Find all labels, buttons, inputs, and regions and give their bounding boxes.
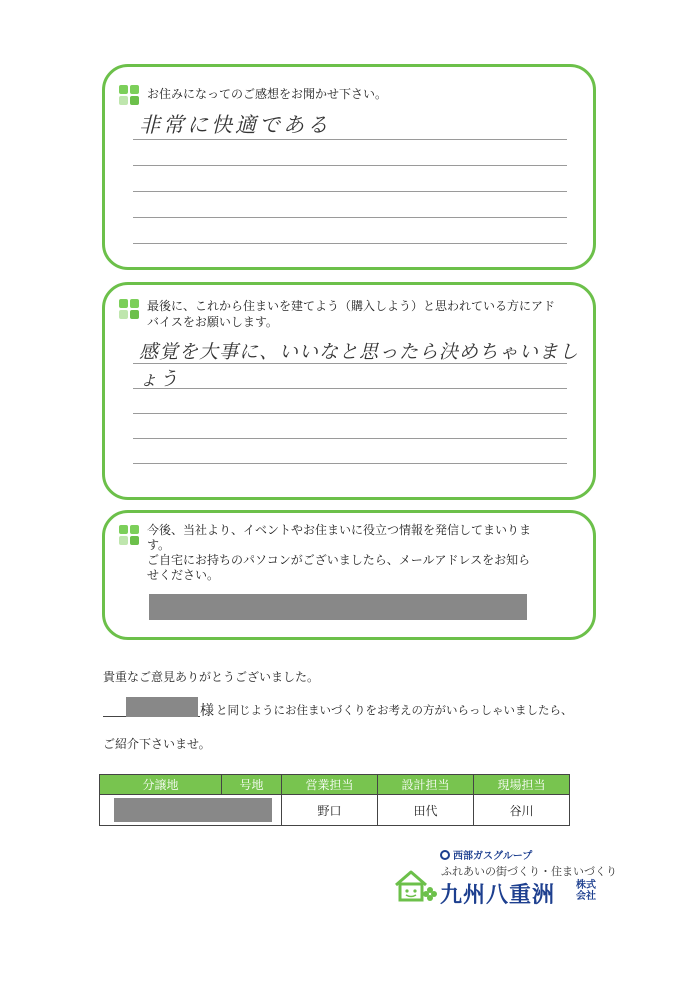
honorific: 様 xyxy=(200,703,214,719)
header-subdivision: 分譲地 xyxy=(100,775,222,795)
impression-section xyxy=(102,64,596,270)
group-logo-icon xyxy=(440,850,450,860)
advice-question-line2: バイスをお願いします。 xyxy=(147,315,278,329)
email-info-line4: せください。 xyxy=(147,568,220,582)
advice-answer: 感覚を大事に、いいなと思ったら決めちゃいましょう xyxy=(139,341,580,390)
answer-line xyxy=(133,388,567,389)
redacted-name xyxy=(126,697,198,717)
house-logo-icon xyxy=(393,868,437,904)
answer-line xyxy=(133,139,567,140)
answer-line xyxy=(133,243,567,244)
email-section xyxy=(102,510,596,640)
answer-line xyxy=(133,363,567,364)
introduce-text: ご紹介下さいませ。 xyxy=(103,737,211,751)
answer-line xyxy=(133,191,567,192)
header-site: 現場担当 xyxy=(474,775,570,795)
company-suffix: 株式会社 xyxy=(576,880,596,902)
header-sales: 営業担当 xyxy=(282,775,378,795)
clover-bullet-icon xyxy=(119,525,139,545)
subdivision-lot-cell xyxy=(100,795,282,826)
clover-bullet-icon xyxy=(119,85,139,105)
clover-bullet-icon xyxy=(119,299,139,319)
advice-question-line1: 最後に、これから住まいを建てよう（購入しよう）と思われている方にアド xyxy=(147,299,556,313)
impression-answer: 非常に快適である xyxy=(139,113,331,137)
email-info-line2: す。 xyxy=(147,538,171,552)
company-tagline: ふれあいの街づくり・住まいづくり xyxy=(441,865,617,878)
header-design: 設計担当 xyxy=(378,775,474,795)
design-staff: 田代 xyxy=(378,795,474,826)
impression-question: お住みになってのご感想をお聞かせ下さい。 xyxy=(147,87,388,101)
email-info-line1: 今後、当社より、イベントやお住まいに役立つ情報を発信してまいりま xyxy=(147,523,532,537)
redacted-subdivision xyxy=(114,798,272,822)
thanks-text: 貴重なご意見ありがとうございました。 xyxy=(103,670,320,684)
redacted-email xyxy=(149,594,527,620)
advice-section xyxy=(102,282,596,500)
answer-line xyxy=(133,413,567,414)
header-lot: 号地 xyxy=(222,775,282,795)
answer-line xyxy=(133,217,567,218)
group-label: 西部ガスグループ xyxy=(440,847,532,862)
staff-table xyxy=(99,774,570,826)
table-header-row xyxy=(100,775,570,795)
company-name: 九州八重洲 xyxy=(440,883,556,908)
answer-line xyxy=(133,463,567,464)
sales-staff: 野口 xyxy=(282,795,378,826)
referral-text: と同じようにお住まいづくりをお考えの方がいらっしゃいましたら、 xyxy=(216,703,573,717)
answer-line xyxy=(133,165,567,166)
site-staff: 谷川 xyxy=(474,795,570,826)
table-row xyxy=(100,795,570,826)
email-info-line3: ご自宅にお持ちのパソコンがございましたら、メールアドレスをお知ら xyxy=(147,553,531,567)
answer-line xyxy=(133,438,567,439)
